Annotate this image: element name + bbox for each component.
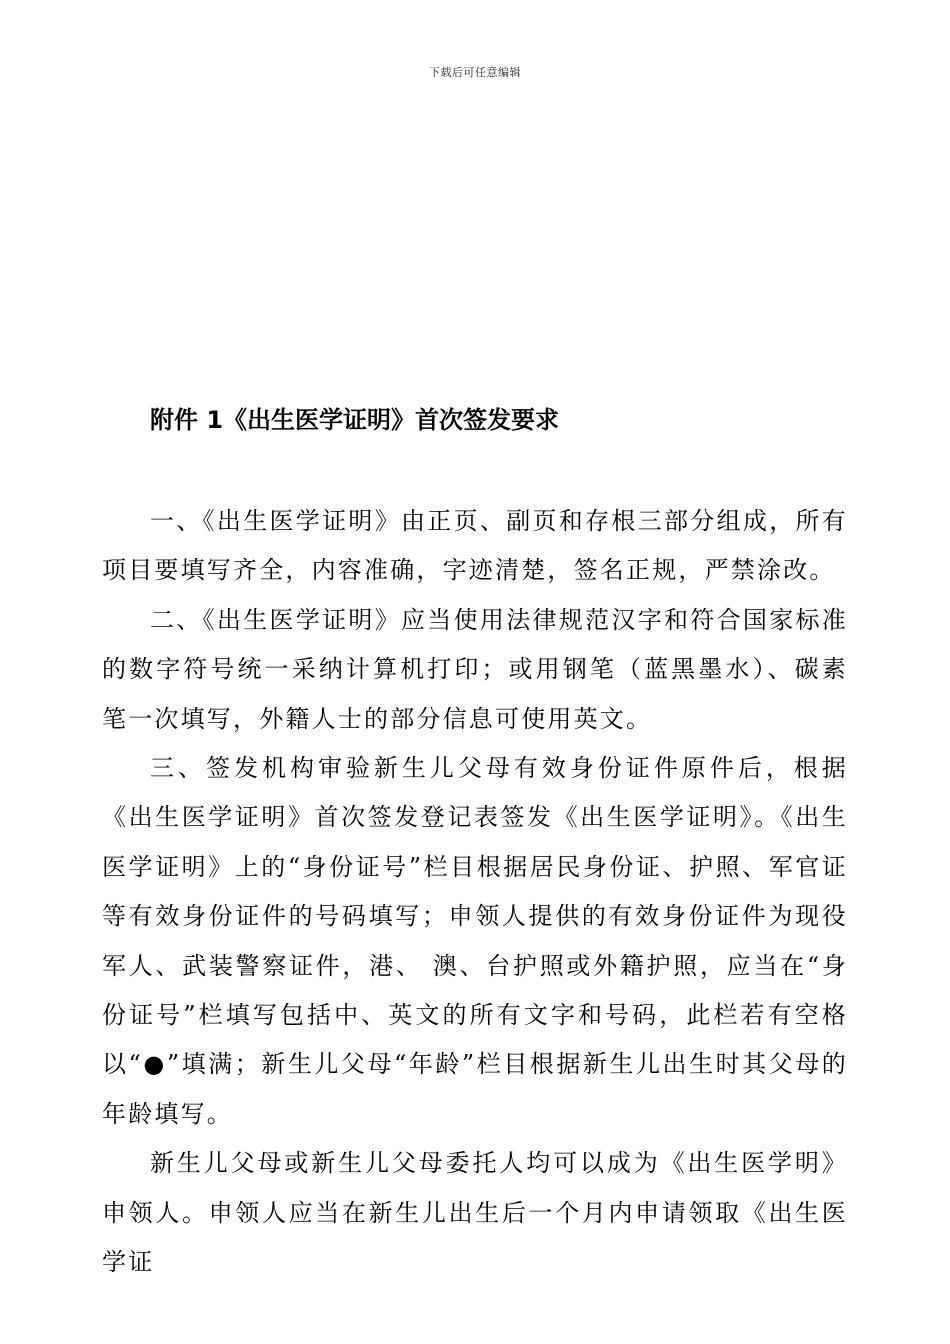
header-note: 下载后可任意编辑	[429, 66, 521, 79]
document-body	[102, 497, 848, 1288]
paragraph-4: 新生儿父母或新生儿父母委托人均可以成为《出生医学明》申领人。申领人应当在新生儿出生后一个月内申请领取《出生医学证	[102, 1149, 848, 1277]
paragraph-1: 一、《出生医学证明》由正页、副页和存根三部分组成，所有项目要填写齐全，内容准确，字迹清楚，签名正规，严禁涂改。	[102, 507, 848, 585]
paragraph-3: 三、签发机构审验新生儿父母有效身份证件原件后，根据《出生医学证明》首次签发登记表签发《出生医学证明》。《出生医学证明》上的“身份证号”栏目根据居民身份证、护照、军官证等有效身份证件的号码填写；申领人提供的有效身份证件为现役军人、武装警察证件，港、 澳、台护照或外籍护照，应当在“身份证号”栏填写包括中、英文的所有文字和号码，此栏若有空格以“●”填满；新生儿父母“年龄”栏目根据新生儿出生时其父母的年龄填写。	[102, 754, 848, 1128]
document-title: 附件 1《出生医学证明》首次签发要求	[150, 406, 560, 434]
paragraph-2: 二、《出生医学证明》应当使用法律规范汉字和符合国家标准的数字符号统一采纳计算机打印；或用钢笔（蓝黑墨水）、碳素笔一次填写，外籍人士的部分信息可使用英文。	[102, 605, 848, 733]
